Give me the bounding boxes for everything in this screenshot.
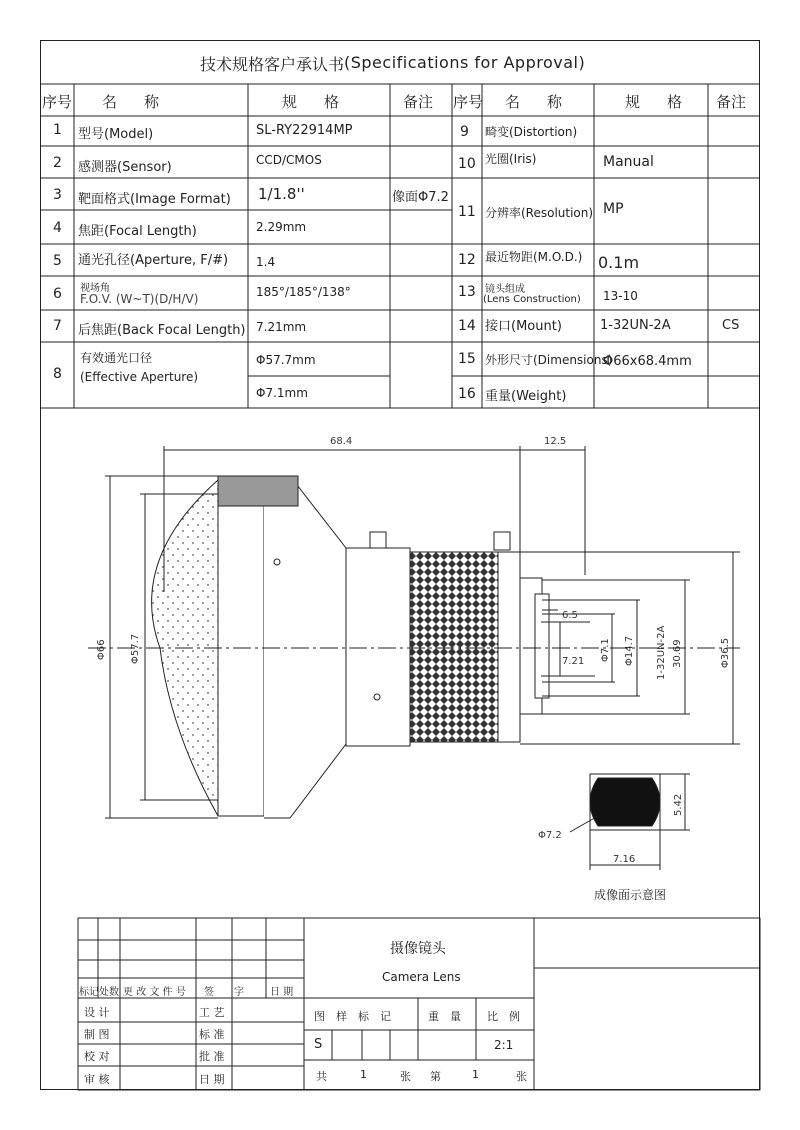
dim-d147: Φ14.7 bbox=[624, 635, 635, 666]
header-name: 名 称 bbox=[102, 93, 166, 111]
sheet-label: 第 bbox=[430, 1070, 441, 1083]
header-seq-2: 序号 bbox=[453, 93, 484, 111]
row-14-num: 14 bbox=[458, 318, 476, 334]
row-14-spec: 1-32UN-2A bbox=[600, 318, 671, 333]
row-5-name: 通光孔径(Aperture, F/#) bbox=[78, 253, 229, 268]
row-15-name: 外形尺寸(Dimensions) bbox=[485, 353, 613, 367]
dim-image-circle: Φ7.2 bbox=[538, 830, 562, 841]
product-cn: 摄像镜头 bbox=[390, 941, 446, 957]
row-11-spec: MP bbox=[603, 201, 624, 217]
row-8-name: 有效通光口径 bbox=[80, 351, 153, 365]
row-12-spec: 0.1m bbox=[598, 253, 640, 272]
role-date: 日 期 bbox=[199, 1073, 225, 1086]
meta-scale-value: 2:1 bbox=[494, 1038, 514, 1052]
row-9-name: 畸变(Distortion) bbox=[485, 125, 578, 139]
role-process: 工 艺 bbox=[199, 1006, 225, 1019]
dim-3069: 30.69 bbox=[672, 639, 683, 668]
dim-total-length: 68.4 bbox=[330, 436, 353, 447]
role-design: 设 计 bbox=[84, 1006, 110, 1019]
row-5-num: 5 bbox=[53, 253, 62, 269]
row-9-num: 9 bbox=[460, 124, 469, 140]
rev-mark: 标记 bbox=[79, 987, 99, 998]
row-6-name: 视场角 bbox=[80, 283, 110, 294]
row-6-spec: 185°/185°/138° bbox=[256, 285, 351, 299]
row-11-name: 分辨率(Resolution) bbox=[485, 206, 594, 220]
rev-date: 日 期 bbox=[270, 987, 294, 998]
dim-d577: Φ57.7 bbox=[130, 633, 141, 664]
meta-drawing-mark: 图 样 标 记 bbox=[314, 1010, 391, 1023]
row-10-num: 10 bbox=[458, 156, 476, 172]
header-name-2: 名 称 bbox=[505, 93, 569, 111]
row-12-num: 12 bbox=[458, 252, 476, 268]
row-13-name: 镜头组成 bbox=[485, 284, 525, 295]
total-unit: 张 bbox=[400, 1070, 411, 1083]
sheet-value: 1 bbox=[472, 1068, 479, 1081]
row-4-spec: 2.29mm bbox=[256, 220, 307, 234]
meta-scale: 比 例 bbox=[487, 1010, 520, 1023]
dim-rear-length: 12.5 bbox=[544, 436, 567, 447]
row-2-spec: CCD/CMOS bbox=[256, 153, 322, 167]
rev-sign: 签 字 bbox=[204, 987, 244, 998]
role-check: 校 对 bbox=[84, 1050, 110, 1063]
dim-65: 6.5 bbox=[562, 610, 578, 621]
row-13-num: 13 bbox=[458, 284, 476, 300]
image-caption: 成像面示意图 bbox=[594, 888, 667, 902]
row-3-spec: 1/1.8'' bbox=[258, 185, 305, 203]
product-en: Camera Lens bbox=[382, 970, 461, 984]
row-15-spec: Φ66x68.4mm bbox=[603, 354, 692, 369]
row-4-name: 焦距(Focal Length) bbox=[78, 224, 197, 239]
dim-image-height: 5.42 bbox=[673, 793, 684, 816]
rev-doc: 更 改 文 件 号 bbox=[123, 987, 186, 998]
row-2-name: 感测器(Sensor) bbox=[78, 160, 172, 175]
dim-mount: 1-32UN-2A bbox=[656, 625, 667, 680]
row-4-num: 4 bbox=[53, 220, 62, 236]
title-cn: 技术规格客户承认书 bbox=[200, 55, 345, 74]
role-review: 审 核 bbox=[84, 1073, 110, 1086]
row-11-num: 11 bbox=[458, 204, 476, 220]
row-8-num: 8 bbox=[53, 366, 62, 382]
title-en: (Specifications for Approval) bbox=[344, 53, 586, 72]
dim-d365: Φ36.5 bbox=[720, 637, 731, 668]
row-2-num: 2 bbox=[53, 155, 62, 171]
row-3-name: 靶面格式(Image Format) bbox=[78, 192, 231, 207]
role-standard: 标 准 bbox=[199, 1028, 225, 1041]
row-7-name: 后焦距(Back Focal Length) bbox=[78, 323, 246, 338]
rev-count: 处数 bbox=[99, 987, 119, 998]
row-10-name: 光圈(Iris) bbox=[485, 152, 537, 166]
sheet-unit: 张 bbox=[516, 1070, 527, 1083]
header-spec-2: 规 格 bbox=[625, 93, 689, 111]
header-note: 备注 bbox=[403, 93, 434, 111]
dim-d66: Φ66 bbox=[96, 639, 107, 660]
row-16-name: 重量(Weight) bbox=[485, 389, 567, 404]
row-10-spec: Manual bbox=[603, 154, 654, 170]
row-5-spec: 1.4 bbox=[256, 255, 276, 269]
row-16-num: 16 bbox=[458, 386, 476, 402]
row-3-num: 3 bbox=[53, 187, 62, 203]
row-1-num: 1 bbox=[53, 122, 62, 138]
row-8-spec: Φ57.7mm bbox=[256, 353, 316, 367]
row-15-num: 15 bbox=[458, 351, 476, 367]
total-label: 共 bbox=[316, 1070, 327, 1083]
row-3-note: 像面Φ7.2 bbox=[392, 190, 449, 205]
row-13-name-en: (Lens Construction) bbox=[483, 294, 581, 305]
row-8-spec-2: Φ7.1mm bbox=[256, 386, 308, 400]
meta-mark-value: S bbox=[314, 1037, 323, 1052]
row-6-name-en: F.O.V. (W~T)(D/H/V) bbox=[80, 292, 199, 306]
header-note-2: 备注 bbox=[716, 93, 747, 111]
row-13-spec: 13-10 bbox=[603, 289, 638, 303]
dim-721: 7.21 bbox=[562, 656, 585, 667]
header-seq: 序号 bbox=[42, 93, 73, 111]
role-approve: 批 准 bbox=[199, 1050, 225, 1063]
row-7-spec: 7.21mm bbox=[256, 320, 307, 334]
meta-weight: 重 量 bbox=[428, 1010, 461, 1023]
role-draft: 制 图 bbox=[84, 1028, 110, 1041]
row-1-spec: SL-RY22914MP bbox=[256, 123, 353, 138]
total-value: 1 bbox=[360, 1068, 367, 1081]
row-8-name-en: (Effective Aperture) bbox=[80, 370, 199, 384]
row-6-num: 6 bbox=[53, 286, 62, 302]
row-14-name: 接口(Mount) bbox=[485, 319, 562, 334]
dim-image-width: 7.16 bbox=[613, 854, 636, 865]
dim-d71: Φ7.1 bbox=[600, 638, 611, 662]
row-7-num: 7 bbox=[53, 318, 62, 334]
header-spec: 规 格 bbox=[282, 93, 346, 111]
row-1-name: 型号(Model) bbox=[78, 127, 154, 142]
row-12-name: 最近物距(M.O.D.) bbox=[485, 250, 583, 264]
row-14-note: CS bbox=[722, 318, 740, 333]
